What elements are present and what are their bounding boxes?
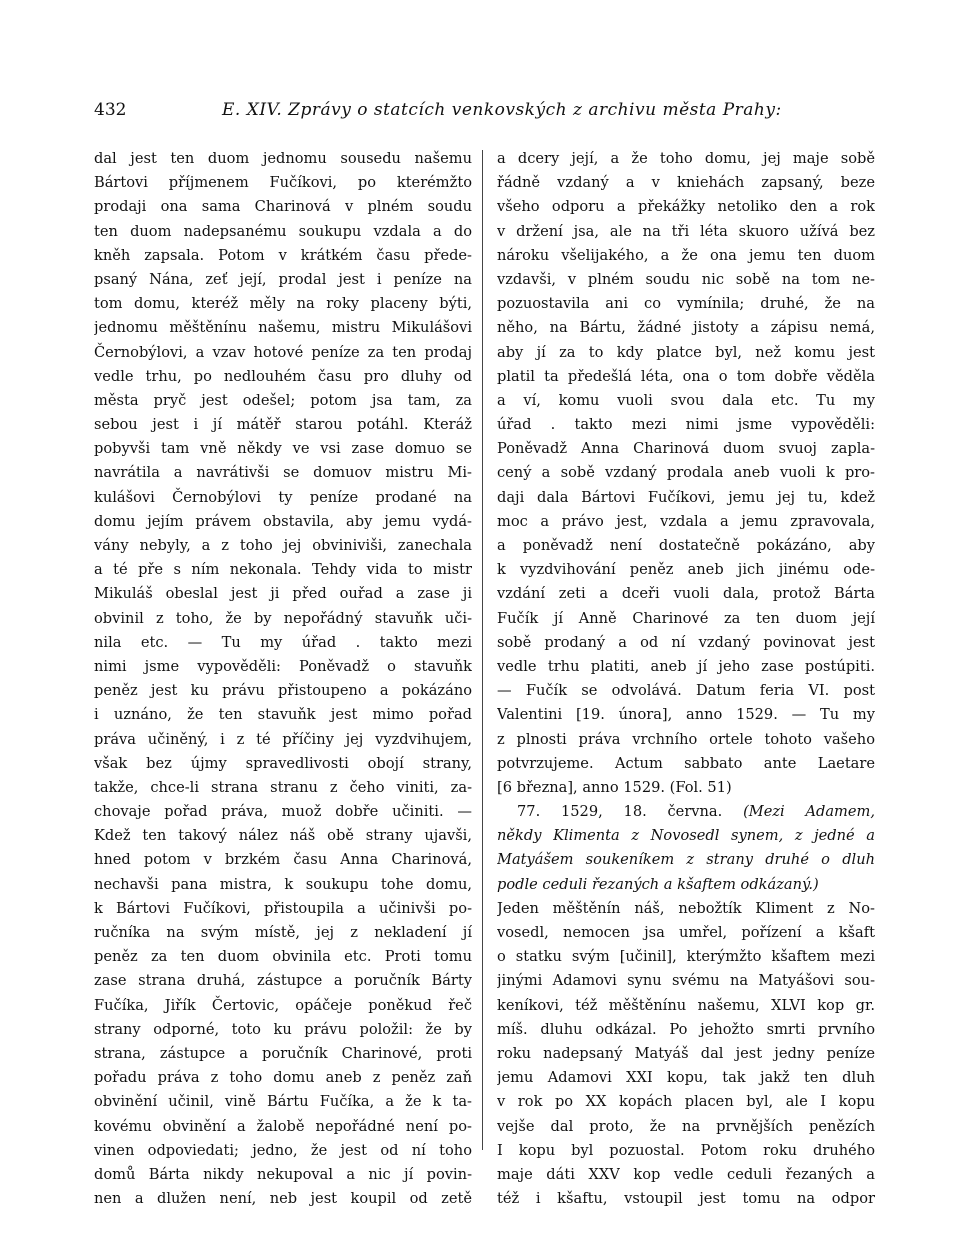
text-line: I kopu byl pozuostal. Potom roku druhého: [497, 1141, 875, 1159]
text-line: vzdání zeti a dceři vuoli dala, protož Bárta: [497, 585, 875, 603]
text-line: úřad . takto mezi nimi jsme vypověděli:: [497, 416, 875, 434]
text-line: i uznáno, že ten stavuňk jest mimo pořad: [94, 706, 472, 724]
text-line: města pryč jest odešel; potom jsa tam, za: [94, 391, 472, 409]
text-line: sebou jest i jí mátěř starou potáhl. Kteráž: [94, 416, 472, 434]
text-line: a dcery její, a že toho domu, jej maje sobě: [497, 150, 875, 167]
text-line: — Fučík se odvolává. Datum feria VI. post: [497, 682, 875, 700]
text-line: jemu Adamovi XXI kopu, tak jakž ten dluh: [497, 1069, 875, 1087]
text-line: vzdavši, v plném soudu nic sobě na tom ne-: [497, 270, 875, 288]
entry-heading-text: (Mezi Adamem,: [743, 803, 875, 821]
column-divider: [482, 150, 483, 1150]
text-line: nen a dlužen není, neb jest koupil od zetě: [94, 1190, 472, 1208]
text-line: vosedl, nemocen jsa umřel, pořízení a kšaft: [497, 924, 875, 941]
text-line: v držení jsa, ale na tři léta skuoro užívá bez: [497, 222, 875, 240]
text-line: roku nadepsaný Matyáš dal jest jedny peníze: [497, 1044, 875, 1062]
text-line: strany odporné, toto ku právu položil: že by: [94, 1020, 472, 1038]
text-line: psaný Nána, zeť její, prodal jest i peníze na: [94, 270, 472, 288]
entry-heading-text: někdy Klimenta z Novosedl synem, z jedné a: [497, 827, 875, 845]
text-line: též i kšaftu, vstoupil jest tomu na odpor: [497, 1190, 875, 1208]
text-line: nila etc. — Tu my úřad . takto mezi: [94, 633, 472, 651]
text-line: a poněvadž není dostatečně pokázáno, aby: [497, 537, 875, 554]
text-line: prodaji ona sama Charinová v plném soudu: [94, 198, 472, 216]
text-line: chovaje pořad práva, muož dobře učiniti. —: [94, 803, 472, 821]
text-line: ručníka na svým místě, jej z nekladení jí: [94, 924, 472, 941]
text-line: nároku všelijakého, a že ona jemu ten duom: [497, 246, 875, 264]
text-line: dal jest ten duom jednomu sousedu našemu: [94, 150, 472, 167]
text-line: Černobýlovi, a vzav hotové peníze za ten prodaj: [94, 343, 472, 361]
text-line: sobě prodaný a od ní vzdaný povinovat jest: [497, 633, 875, 651]
text-line: obvinil z toho, že by nepořádný stavuňk uči-: [94, 609, 472, 627]
text-line: hned potom v brzkém času Anna Charinová,: [94, 851, 472, 869]
text-line: o statku svým [učinil], kterýmžto kšaftem mezi: [497, 948, 875, 966]
text-line: Mikuláš obeslal jest ji před ouřad a zase ji: [94, 585, 472, 603]
text-line: domů Bárta nikdy nekupoval a nic jí povin-: [94, 1165, 472, 1183]
entry-number: 77. 1529, 18. června.: [517, 803, 723, 821]
text-line: vedle trhu platiti, aneb jí jeho zase postúpiti.: [497, 657, 875, 675]
text-line: navrátila a navrátivši se domuov mistru Mi-: [94, 464, 472, 482]
text-line: k Bártovi Fučíkovi, přistoupila a učinivši po-: [94, 899, 472, 917]
text-line: pořadu práva z toho domu aneb z peněz zaň: [94, 1069, 472, 1087]
page-number: 432: [94, 100, 127, 120]
text-line: vány nebyly, a z toho jej obviniviši, zanechala: [94, 537, 472, 554]
text-line: Fučíka, Jiřík Čertovic, opáčeje poněkud řeč: [94, 996, 472, 1014]
text-line: daji dala Bártovi Fučíkovi, jemu jej tu, kdež: [497, 488, 875, 506]
text-line: aby jí za to kdy platce byl, než komu jest: [497, 343, 875, 361]
text-line: práva učiněný, i z té příčiny jej vyzdvihujem,: [94, 730, 472, 748]
text-line: vejše dal proto, že na prvnějších penězích: [497, 1117, 875, 1135]
text-line: kulášovi Černobýlovi ty peníze prodané na: [94, 488, 472, 506]
text-line: platil ta předešlá léta, ona o tom dobře věděla: [497, 367, 875, 385]
text-line: vedle trhu, po nedlouhém času pro dluhy od: [94, 367, 472, 385]
text-line: takže, chce-li strana stranu z čeho viniti, za-: [94, 778, 472, 796]
text-line: pobyvši tam vně někdy ve vsi zase domuo se: [94, 440, 472, 458]
text-line: kovému obvinění a žalobě nepořádné není po-: [94, 1117, 472, 1135]
text-line: keníkovi, též měštěnínu našemu, XLVI kop gr.: [497, 996, 875, 1014]
text-line: maje dáti XXV kop vedle ceduli řezaných a: [497, 1165, 875, 1183]
text-line: nechavši pana mistra, k soukupu tohe domu,: [94, 875, 472, 893]
text-line: tom domu, kteréž měly na roky placeny býti,: [94, 295, 472, 313]
text-line: však bez újmy spravedlivosti obojí strany,: [94, 754, 472, 772]
text-line: peněz jest ku právu přistoupeno a pokázáno: [94, 682, 472, 700]
text-line: Jeden měštěnín náš, nebožtík Kliment z No-: [497, 899, 875, 917]
text-line: Kdež ten takový nález náš obě strany ujavši,: [94, 827, 472, 845]
text-line: jednomu měštěnínu našemu, mistru Mikulášovi: [94, 319, 472, 337]
entry-heading-text: Matyášem soukeníkem z strany druhé o dluh: [497, 851, 875, 869]
entry-heading-text: podle ceduli řezaných a kšaftem odkázaný.): [497, 875, 819, 893]
text-line: Bártovi příjmenem Fučíkovi, po kterémžto: [94, 174, 472, 192]
running-title: E. XIV. Zprávy o statcích venkovských z archivu města Prahy:: [222, 100, 782, 120]
text-line: vinen odpoviedati; jedno, že jest od ní toho: [94, 1141, 472, 1159]
text-line: moc a právo jest, vzdala a jemu zpravovala,: [497, 512, 875, 530]
text-line: peněz za ten duom obvinila etc. Proti tomu: [94, 948, 472, 966]
text-line: k vyzdvihování peněz aneb jich jinému ode-: [497, 561, 875, 579]
text-line: potvrzujeme. Actum sabbato ante Laetare: [497, 754, 875, 772]
text-line: jinými Adamovi synu svému na Matyášovi sou-: [497, 972, 875, 990]
text-line: míš. dluhu odkázal. Po jehožto smrti prvního: [497, 1020, 875, 1038]
text-line: pozuostavila ani co vymínila; druhé, že na: [497, 295, 875, 313]
text-line: z plnosti práva vrchního ortele tohoto vašeho: [497, 730, 875, 748]
text-line: strana, zástupce a poručník Charinové, proti: [94, 1044, 472, 1062]
text-line: ten duom nadepsanému soukupu vzdala a do: [94, 222, 472, 240]
text-line: Valentini [19. února], anno 1529. — Tu my: [497, 706, 875, 724]
text-line: cený a sobě vzdaný prodala aneb vuoli k pro-: [497, 464, 875, 482]
text-line: a ví, komu vuoli svou dala etc. Tu my: [497, 391, 875, 409]
text-line: a té pře s ním nekonala. Tehdy vida to mistr: [94, 561, 472, 579]
text-line: domu jejím právem obstavila, aby jemu vydá-: [94, 512, 472, 530]
text-line: [6 března], anno 1529. (Fol. 51): [497, 778, 732, 796]
text-line: Fučík jí Anně Charinové za ten duom její: [497, 609, 875, 627]
text-line: něho, na Bártu, žádné jistoty a zápisu nemá,: [497, 319, 875, 337]
text-line: kněh zapsala. Potom v krátkém času přede-: [94, 246, 472, 264]
text-line: všeho odporu a překážky netoliko den a rok: [497, 198, 875, 216]
text-line: nimi jsme vypověděli: Poněvadž o stavuňk: [94, 657, 472, 675]
text-line: obvinění učinil, vině Bártu Fučíka, a že k ta-: [94, 1093, 472, 1111]
text-line: řádně vzdaný a v kniehách zapsaný, beze: [497, 174, 875, 192]
text-line: Poněvadž Anna Charinová duom svuoj zapla-: [497, 440, 875, 458]
page-header: [94, 100, 894, 130]
text-line: zase strana druhá, zástupce a poručník Bárty: [94, 972, 472, 990]
left-column: [94, 147, 472, 1211]
right-column: [497, 147, 875, 1211]
text-line: v rok po XX kopách placen byl, ale I kopu: [497, 1093, 875, 1111]
entry-heading-line: [497, 800, 875, 824]
